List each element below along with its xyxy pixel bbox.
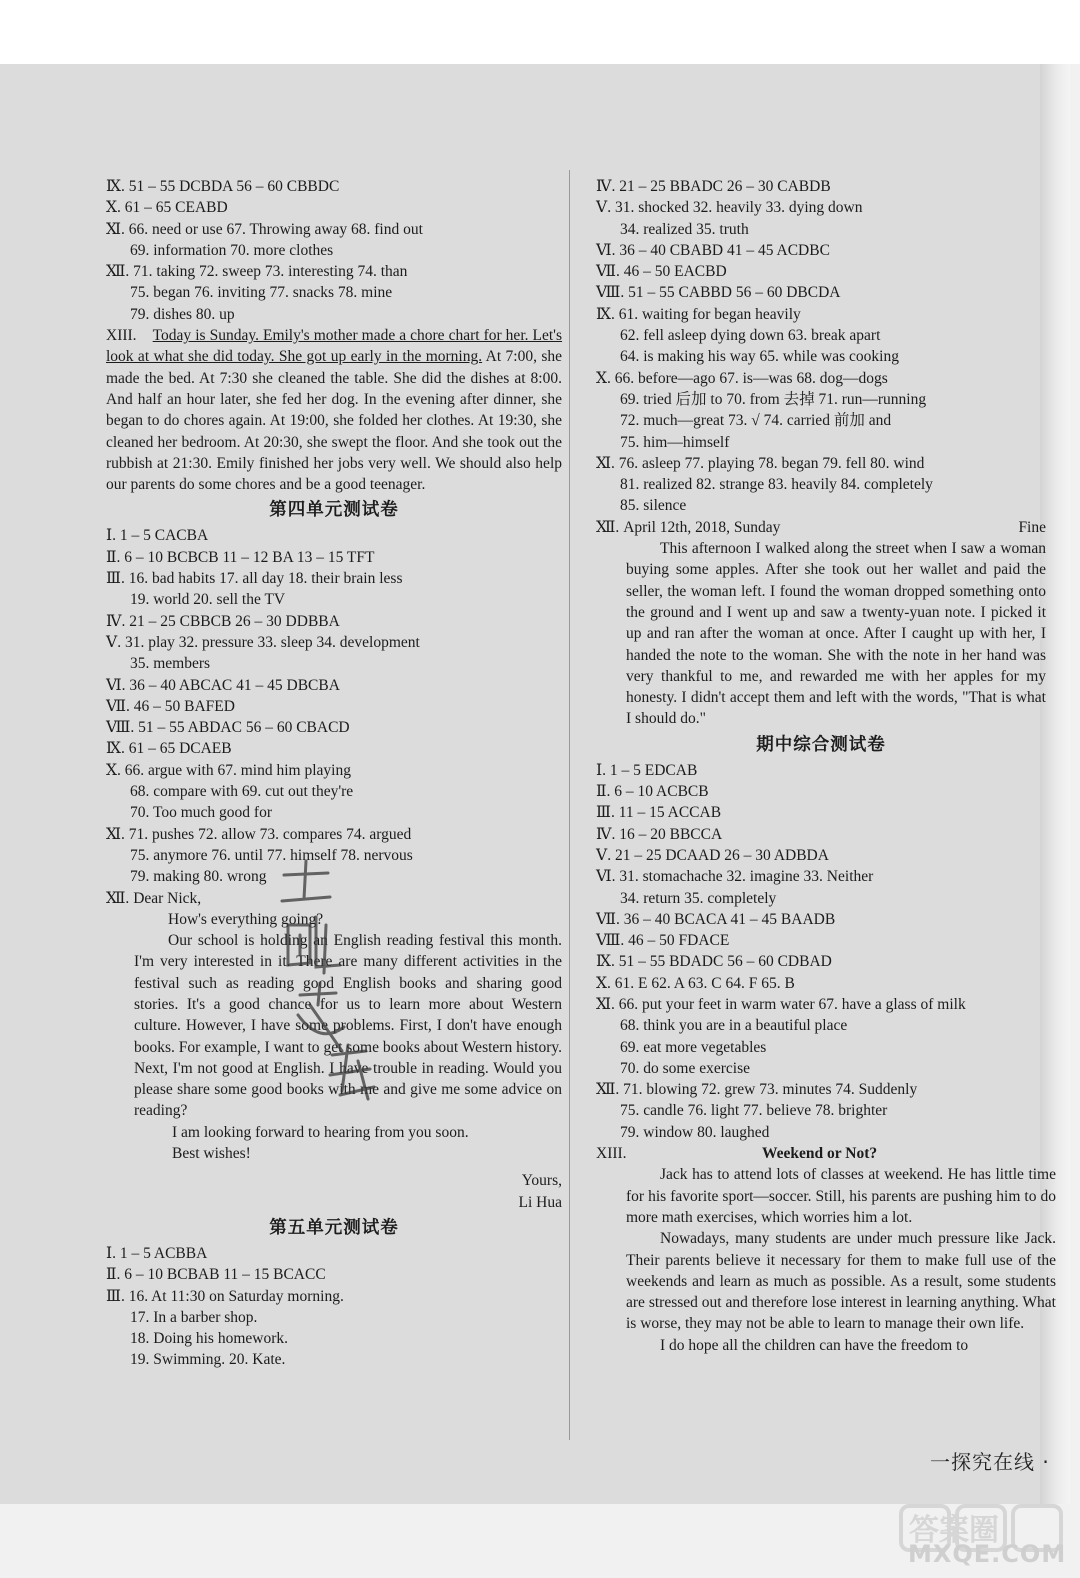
answer-line: Ⅴ. 21 – 25 DCAAD 26 – 30 ADBDA <box>596 846 829 864</box>
answer-line: 18. Doing his homework. <box>130 1330 289 1348</box>
answer-line: Ⅳ. 21 – 25 CBBCB 26 – 30 DDBBA <box>106 612 340 630</box>
answer-line: 81. realized 82. strange 83. heavily 84. completely <box>620 476 933 494</box>
essay-paragraph: I do hope all the children can have the freedom to <box>660 1336 969 1354</box>
answer-line: 75. him—himself <box>620 433 730 451</box>
answer-line: Ⅲ. 16. At 11:30 on Saturday morning. <box>106 1287 344 1305</box>
answer-line: Ⅵ. 36 – 40 CBABD 41 – 45 ACDBC <box>596 241 830 259</box>
answer-line: 62. fell asleep dying down 63. break apart <box>620 327 881 345</box>
answer-line: Ⅵ. 36 – 40 ABCAC 41 – 45 DBCBA <box>106 676 340 694</box>
answer-line: Ⅰ. 1 – 5 CACBA <box>106 527 209 545</box>
essay-weekend <box>596 1143 1056 1356</box>
answer-line: Ⅻ. 71. taking 72. sweep 73. interesting 74. than <box>106 263 408 281</box>
answer-line: 79. dishes 80. up <box>130 305 235 323</box>
answer-line: Ⅹ. 61 – 65 CEABD <box>106 199 228 217</box>
answer-line: 72. much—great 73. √ 74. carried 前加 and <box>620 412 892 430</box>
answer-line: 35. members <box>130 655 211 673</box>
answer-line: Ⅱ. 6 – 10 BCBCB 11 – 12 BA 13 – 15 TFT <box>106 548 375 566</box>
answer-line: 19. Swimming. 20. Kate. <box>130 1351 286 1369</box>
answer-line: Ⅳ. 16 – 20 BBCCA <box>596 825 723 843</box>
diary-weather: Fine <box>1018 518 1046 536</box>
answer-line: Ⅰ. 1 – 5 EDCAB <box>596 761 698 779</box>
answer-line: Ⅺ. 66. need or use 67. Throwing away 68. find out <box>106 220 423 238</box>
letter-closing: Best wishes! <box>172 1145 251 1163</box>
answer-line: Ⅸ. 61 – 65 DCAEB <box>106 740 232 758</box>
letter-sign: Yours, <box>521 1172 562 1190</box>
section-label: Ⅻ. <box>596 518 620 536</box>
letter-opening: How's everything going? <box>168 910 324 928</box>
unit5-title: 第五单元测试卷 <box>269 1217 399 1238</box>
diary-body: This afternoon I walked along the street when I saw a woman buying some apples. After she took out her wallet and paid the seller, the woman left. I found the woman dropped something onto the ground and I went up and saw a twenty-yuan note. I picked it up and ran after the woman at once. After I caught up with her, I handed the note to the woman. She with the note in her hand was very thankful to me, and rewarded me with her apples for my honesty. I didn't accept them and left with the words, "That is what I should do." <box>626 540 1046 728</box>
answer-line: 69. tried 后加 to 70. from 去掉 71. run—running <box>620 390 927 408</box>
answer-line: 70. do some exercise <box>620 1059 750 1077</box>
answer-line: Ⅷ. 46 – 50 FDACE <box>596 932 730 950</box>
left-column <box>106 176 562 1371</box>
essay-title: Weekend or Not? <box>762 1145 878 1163</box>
answer-line: 64. is making his way 65. while was cooking <box>620 348 899 366</box>
letter-body: I am looking forward to hearing from you soon. <box>172 1123 469 1141</box>
answer-line: Ⅺ. 76. asleep 77. playing 78. began 79. fell 80. wind <box>596 454 925 472</box>
answer-line: 79. window 80. laughed <box>620 1123 770 1141</box>
answer-line: Ⅹ. 61. E 62. A 63. C 64. F 65. B <box>596 974 795 992</box>
answer-line: 70. Too much good for <box>130 804 272 822</box>
watermark-domain: MXQE.COM <box>908 1540 1067 1568</box>
answer-line: Ⅸ. 61. waiting for began heavily <box>596 305 801 323</box>
answer-line: Ⅹ. 66. argue with 67. mind him playing <box>106 761 351 779</box>
unit4-answers <box>106 525 562 887</box>
answer-line: 75. anymore 76. until 77. himself 78. nervous <box>130 846 413 864</box>
answer-line: Ⅵ. 31. stomachache 32. imagine 33. Neither <box>596 868 874 886</box>
answer-line: Ⅴ. 31. play 32. pressure 33. sleep 34. development <box>106 633 420 651</box>
answer-line: Ⅷ. 51 – 55 ABDAC 56 – 60 CBACD <box>106 719 350 737</box>
answer-line: Ⅻ. 71. blowing 72. grew 73. minutes 74. Suddenly <box>596 1081 918 1099</box>
answer-line: 17. In a barber shop. <box>130 1308 258 1326</box>
essay-paragraph: Jack has to attend lots of classes at weekend. He has little time for his favorite sport—soccer. Still, his parents are pushing him to do more math exercises, which worries him a lot. <box>626 1166 1056 1226</box>
answer-line: Ⅹ. 66. before—ago 67. is—was 68. dog—dogs <box>596 369 888 387</box>
answer-line: Ⅸ. 51 – 55 BDADC 56 – 60 CDBAD <box>596 953 832 971</box>
watermark-char: 答案圈 <box>909 1513 999 1548</box>
page-footer: 一探究在线 · <box>930 1450 1050 1474</box>
answer-line: Ⅺ. 66. put your feet in warm water 67. have a glass of milk <box>596 995 966 1013</box>
answer-line: Ⅺ. 71. pushes 72. allow 73. compares 74. argued <box>106 825 412 843</box>
answer-line: 68. think you are in a beautiful place <box>620 1017 848 1035</box>
diary <box>596 517 1056 730</box>
letter-signature: Li Hua <box>518 1193 562 1211</box>
unit5-answers <box>106 1243 562 1371</box>
answer-line: Ⅴ. 31. shocked 32. heavily 33. dying down <box>596 199 863 217</box>
answer-line: 75. candle 76. light 77. believe 78. brighter <box>620 1102 888 1120</box>
answer-line: Ⅰ. 1 – 5 ACBBA <box>106 1244 208 1262</box>
answer-line: Ⅸ. 51 – 55 DCBDA 56 – 60 CBBDC <box>106 178 340 195</box>
answer-line: 19. world 20. sell the TV <box>130 591 286 609</box>
essay-chore-chart <box>106 325 562 495</box>
answer-line: Ⅱ. 6 – 10 BCBAB 11 – 15 BCACC <box>106 1266 326 1284</box>
letter-body: Our school is holding an English reading festival this month. I'm very interested in it. There are many different activities in the festival such as reading good English books and sharing good stories. It's a good chance for us to learn more about Western culture. However, I have some problems. First, I don't have enough books. For example, I want to get some books about Western history. Next, I'm not good at English. I have trouble in reading. Would you please share some good books with me and give me some advice on reading? <box>134 932 562 1120</box>
answer-line: Ⅶ. 46 – 50 BAFED <box>106 697 235 715</box>
answer-line: Ⅱ. 6 – 10 ACBCB <box>596 783 709 801</box>
answer-line: 34. return 35. completely <box>620 889 777 907</box>
diary-date: April 12th, 2018, Sunday <box>623 518 781 536</box>
answer-line: 79. making 80. wrong <box>130 868 267 886</box>
answer-line: 69. information 70. more clothes <box>130 241 334 259</box>
unit4-title: 第四单元测试卷 <box>269 500 399 521</box>
answer-line: Ⅶ. 36 – 40 BCACA 41 – 45 BAADB <box>596 910 836 928</box>
right-column <box>596 176 1056 1356</box>
scan-top-margin <box>0 0 1080 64</box>
prev-answers-right <box>596 176 1056 517</box>
answer-line: 68. compare with 69. cut out they're <box>130 783 354 801</box>
essay-paragraph: Nowadays, many students are under much pressure like Jack. Their parents believe it necessary for them to make full use of the weekends and learn as much as possible. As a result, some students are stressed out and therefore lose interest in learning anything. What is worse, they may not be able to learn to manage their own life. <box>626 1230 1056 1333</box>
section-label: Ⅻ. <box>106 889 130 907</box>
answer-line: Ⅳ. 21 – 25 BBADC 26 – 30 CABDB <box>596 178 831 195</box>
answer-line: 75. began 76. inviting 77. snacks 78. mine <box>130 284 393 302</box>
section-label: XIII. <box>106 327 137 345</box>
answer-line: Ⅲ. 16. bad habits 17. all day 18. their brain less <box>106 570 403 588</box>
handwriting-marks <box>270 855 400 1120</box>
answer-line: 34. realized 35. truth <box>620 220 749 238</box>
essay-underlined-text: Today is Sunday. Emily's mother made a chore chart for her. Let's look at what she did today. She got up early in the morning. <box>106 327 563 366</box>
column-divider <box>569 170 570 1440</box>
letter-greeting: Dear Nick, <box>133 889 202 907</box>
essay-text: At 7:00, she made the bed. At 7:30 she cleaned the table. She did the dishes at 8:00. And half an hour later, she fed her dog. In the evening after dinner, she began to do chores again. At 19:00, she folded her clothes. At 19:30, she cleaned her bedroom. At 20:30, she swept the floor. And she took out the rubbish at 21:30. Emily finished her jobs very well. We should also help our parents do some chores and be a good teenager. <box>106 348 562 494</box>
answer-line: Ⅶ. 46 – 50 EACBD <box>596 263 727 281</box>
midterm-answers <box>596 760 1056 1143</box>
answer-line: Ⅲ. 11 – 15 ACCAB <box>596 804 722 822</box>
answer-line: 85. silence <box>620 497 687 515</box>
answer-line: 69. eat more vegetables <box>620 1038 767 1056</box>
midterm-title: 期中综合测试卷 <box>756 734 886 755</box>
prev-answers <box>106 176 562 325</box>
answer-line: Ⅷ. 51 – 55 CABBD 56 – 60 DBCDA <box>596 284 841 302</box>
section-label: XIII. <box>596 1145 627 1163</box>
